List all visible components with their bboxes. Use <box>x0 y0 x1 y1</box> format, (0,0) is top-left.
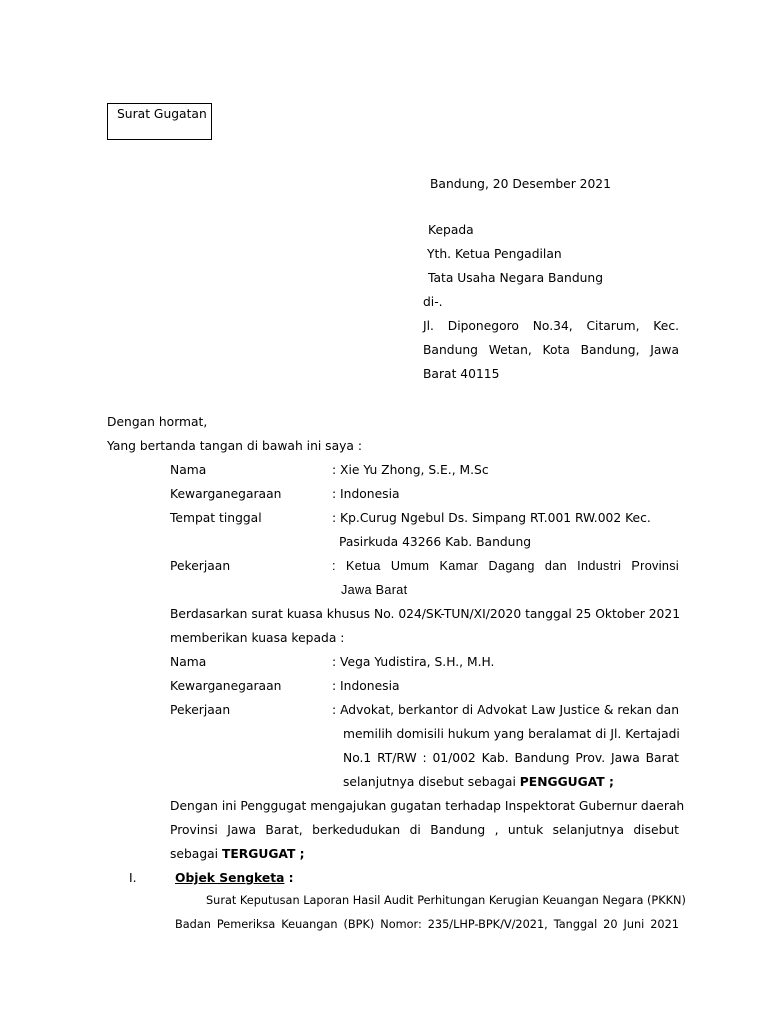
penggugat-kewarganegaraan-value: : Indonesia <box>332 487 400 501</box>
objek-line-1: Surat Keputusan Laporan Hasil Audit Perhitungan Kerugian Keuangan Negara (PKKN) <box>206 894 686 907</box>
kuasa-statement-2: memberikan kuasa kepada : <box>170 631 345 645</box>
penggugat-pekerjaan-label: Pekerjaan <box>170 559 231 573</box>
penggugat-tempat-tinggal-label: Tempat tinggal <box>170 511 262 525</box>
objek-line-2: Badan Pemeriksa Keuangan (BPK) Nomor: 235/LHP-BPK/V/2021, Tanggal 20 Juni 2021 <box>175 918 679 931</box>
title-box <box>107 103 212 140</box>
recipient-kepada: Kepada <box>428 223 474 237</box>
kuasa-pekerjaan-value-2: memilih domisili hukum yang beralamat di Jl. Kertajadi <box>343 727 680 741</box>
title-box-text: Surat Gugatan <box>117 107 207 121</box>
kuasa-pekerjaan-value-4 <box>343 775 614 789</box>
section-number: I. <box>129 871 137 885</box>
gugatan-line-1: Dengan ini Penggugat mengajukan gugatan terhadap Inspektorat Gubernur daerah <box>170 799 685 813</box>
tergugat-term: TERGUGAT ; <box>221 847 305 861</box>
section-title: Objek Sengketa <box>175 871 285 885</box>
penggugat-tempat-tinggal-value-1: : Kp.Curug Ngebul Ds. Simpang RT.001 RW.002 Kec. <box>332 511 651 525</box>
intro-line: Yang bertanda tangan di bawah ini saya : <box>107 439 362 453</box>
recipient-address-3: Barat 40115 <box>423 367 500 381</box>
kuasa-kewarganegaraan-label: Kewarganegaraan <box>170 679 282 693</box>
kuasa-pekerjaan-value-3: No.1 RT/RW : 01/002 Kab. Bandung Prov. Jawa Barat <box>343 751 679 765</box>
penggugat-nama-value: : Xie Yu Zhong, S.E., M.Sc <box>332 463 489 477</box>
penggugat-nama-label: Nama <box>170 463 207 477</box>
place-date: Bandung, 20 Desember 2021 <box>430 177 611 191</box>
recipient-address-1: Jl. Diponegoro No.34, Citarum, Kec. <box>423 319 679 333</box>
gugatan-line-2: Provinsi Jawa Barat, berkedudukan di Bandung , untuk selanjutnya disebut <box>170 823 679 837</box>
penggugat-pekerjaan-value-1: : Ketua Umum Kamar Dagang dan Industri Provinsi <box>332 559 679 573</box>
penggugat-pekerjaan-value-2: Jawa Barat <box>341 583 408 597</box>
penggugat-tempat-tinggal-value-2: Pasirkuda 43266 Kab. Bandung <box>339 535 532 549</box>
gugatan-sebagai-text: sebagai <box>170 847 222 861</box>
gugatan-line-3 <box>170 847 305 861</box>
kuasa-disebut-text: selanjutnya disebut sebagai <box>343 775 520 789</box>
penggugat-term: PENGGUGAT ; <box>519 775 614 789</box>
kuasa-nama-value: : Vega Yudistira, S.H., M.H. <box>332 655 495 669</box>
kuasa-kewarganegaraan-value: : Indonesia <box>332 679 400 693</box>
recipient-line3: di-. <box>423 295 443 309</box>
kuasa-pekerjaan-label: Pekerjaan <box>170 703 231 717</box>
greeting: Dengan hormat, <box>107 415 208 429</box>
recipient-address-2: Bandung Wetan, Kota Bandung, Jawa <box>423 343 679 357</box>
kuasa-nama-label: Nama <box>170 655 207 669</box>
recipient-line2: Tata Usaha Negara Bandung <box>428 271 604 285</box>
kuasa-pekerjaan-value-1: : Advokat, berkantor di Advokat Law Justice & rekan dan <box>332 703 679 717</box>
kuasa-statement-1: Berdasarkan surat kuasa khusus No. 024/SK-TUN/XI/2020 tanggal 25 Oktober 2021 <box>170 607 681 621</box>
section-colon: : <box>284 871 294 885</box>
recipient-line1: Yth. Ketua Pengadilan <box>427 247 562 261</box>
section-heading <box>175 871 294 885</box>
penggugat-kewarganegaraan-label: Kewarganegaraan <box>170 487 282 501</box>
